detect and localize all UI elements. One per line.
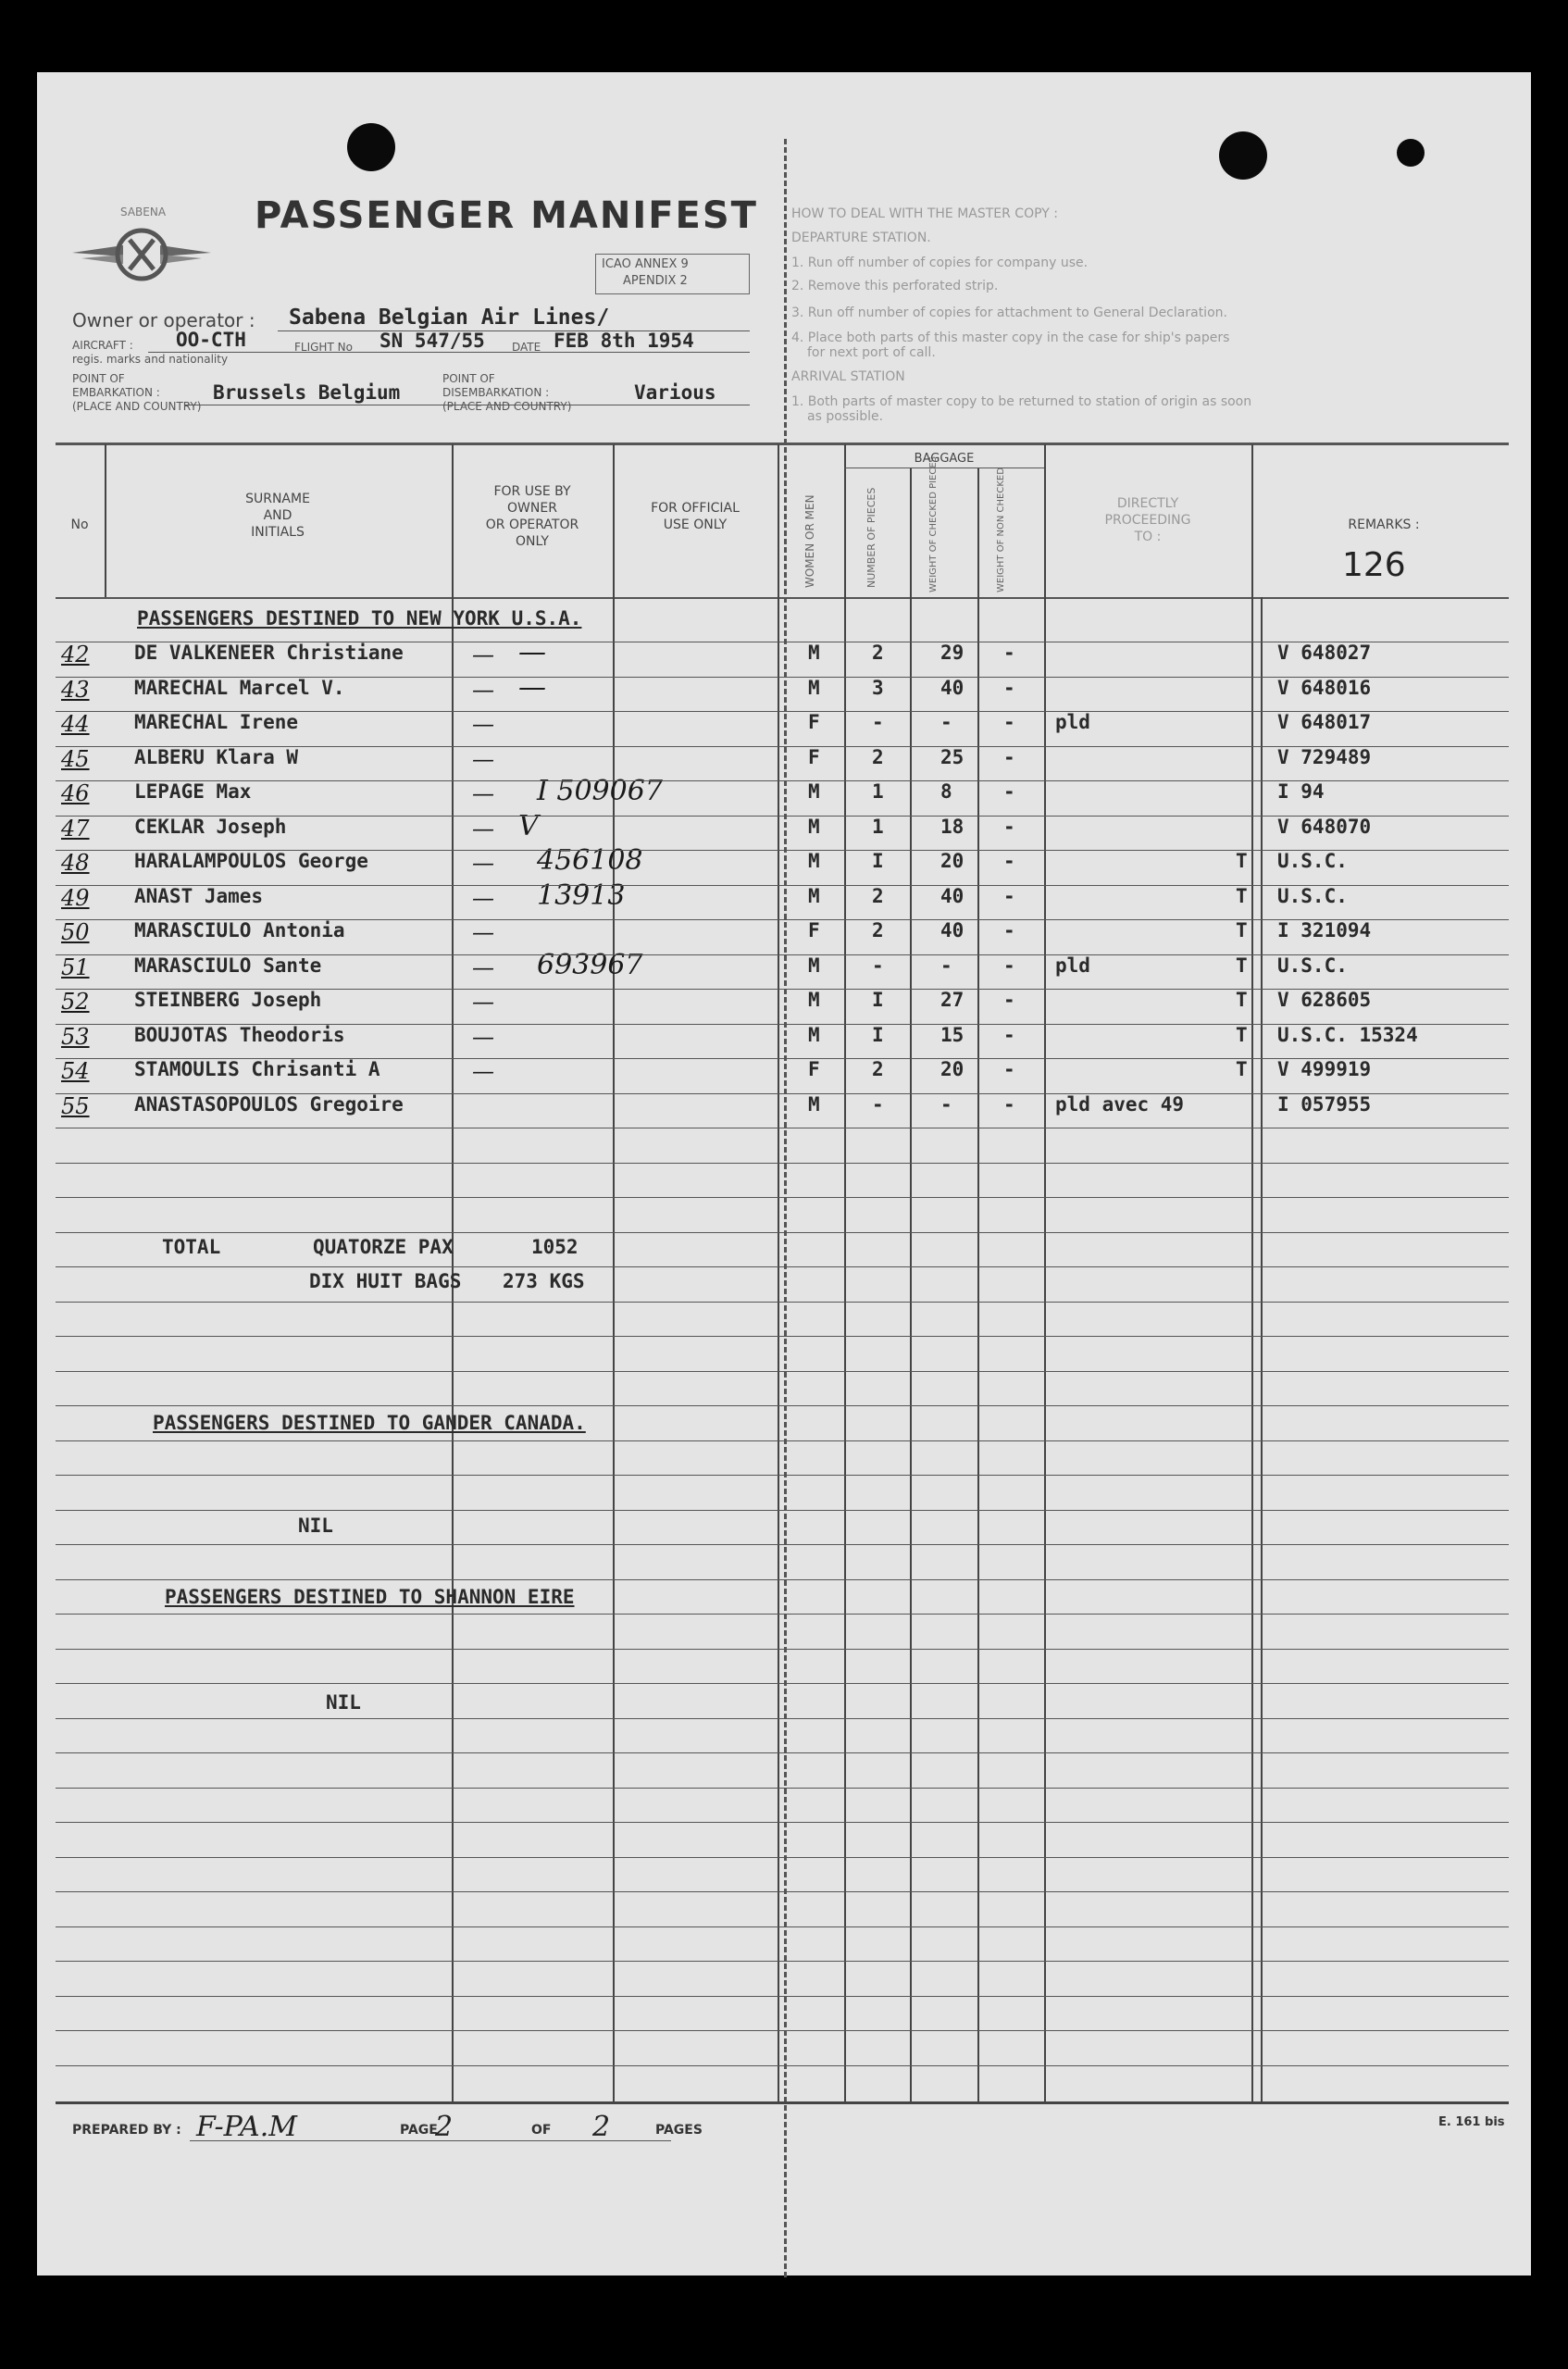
passenger-sex: M <box>808 642 820 664</box>
table-header-bottom <box>56 597 1509 599</box>
passenger-weight: 15 <box>940 1024 964 1046</box>
passenger-owner-use: — <box>472 780 494 806</box>
total-pax-weight: 1052 <box>531 1236 579 1258</box>
row-rule <box>56 1405 1509 1406</box>
passenger-transit: T <box>1236 1024 1248 1046</box>
row-rule <box>56 1232 1509 1233</box>
col-official-2: USE ONLY <box>663 517 728 532</box>
row-rule <box>56 1752 1509 1753</box>
passenger-directly: pld <box>1055 711 1090 733</box>
passenger-no: 44 <box>61 711 90 737</box>
page-stamp-number: 126 <box>1342 546 1406 584</box>
table-header-top <box>56 443 1509 445</box>
passenger-pieces: I <box>872 1024 884 1046</box>
passenger-owner-use: — <box>472 711 494 737</box>
embark-label1: POINT OF <box>72 372 125 385</box>
instr-departure: DEPARTURE STATION. <box>791 231 931 245</box>
disembark-sub: (PLACE AND COUNTRY) <box>442 400 572 413</box>
passenger-noncheck: - <box>1003 989 1015 1011</box>
passenger-noncheck: - <box>1003 711 1015 733</box>
passenger-noncheck: - <box>1003 919 1015 941</box>
passenger-owner-use: — <box>472 989 494 1015</box>
passenger-pieces: 2 <box>872 1058 884 1080</box>
row-rule <box>56 1996 1509 1997</box>
passenger-pieces: I <box>872 850 884 872</box>
col-bag-weight: WEIGHT OF CHECKED PIECES <box>928 455 939 592</box>
passenger-no: 45 <box>61 746 90 772</box>
col-line <box>1261 597 1263 2101</box>
passenger-weight: 40 <box>940 885 964 907</box>
row-rule <box>56 989 1509 990</box>
passenger-remarks: V 648070 <box>1277 816 1372 838</box>
row-rule <box>56 746 1509 747</box>
flight-underline <box>148 352 750 353</box>
aircraft-value: OO-CTH <box>176 329 246 351</box>
row-rule <box>56 816 1509 817</box>
passenger-name: ALBERU Klara W <box>134 746 299 768</box>
passenger-owner-use: — <box>472 954 494 980</box>
passenger-name: BOUJOTAS Theodoris <box>134 1024 345 1046</box>
passenger-sex: M <box>808 850 820 872</box>
passenger-name: ANAST James <box>134 885 264 907</box>
col-baggage: BAGGAGE <box>914 452 975 466</box>
passenger-sex: M <box>808 885 820 907</box>
col-surname-3: INITIALS <box>251 525 305 540</box>
row-rule <box>56 885 1509 886</box>
passenger-noncheck: - <box>1003 816 1015 838</box>
row-rule <box>56 677 1509 678</box>
instr-arrival: ARRIVAL STATION <box>791 369 905 384</box>
form-code: E. 161 bis <box>1438 2115 1505 2129</box>
passenger-sex: F <box>808 919 820 941</box>
row-rule <box>56 1336 1509 1337</box>
passenger-name: STEINBERG Joseph <box>134 989 322 1011</box>
row-rule <box>56 1822 1509 1823</box>
passenger-sex: M <box>808 1024 820 1046</box>
passenger-directly: pld avec 49 <box>1055 1093 1185 1116</box>
instr-step5b: as possible. <box>807 409 884 424</box>
passenger-no: 51 <box>61 954 90 980</box>
perforation-line <box>784 139 787 2277</box>
row-rule <box>56 919 1509 920</box>
col-surname-1: SURNAME <box>245 492 310 506</box>
passenger-no: 48 <box>61 850 90 876</box>
passenger-remarks: U.S.C. <box>1277 885 1348 907</box>
passenger-official: 693967 <box>537 949 643 981</box>
nil-gander: NIL <box>298 1515 333 1537</box>
passenger-noncheck: - <box>1003 885 1015 907</box>
passenger-pieces: 2 <box>872 919 884 941</box>
row-rule <box>56 1058 1509 1059</box>
date-label: DATE <box>512 341 541 354</box>
passenger-transit: T <box>1236 919 1248 941</box>
passenger-pieces: - <box>872 711 884 733</box>
row-rule <box>56 954 1509 955</box>
passenger-pieces: 1 <box>872 816 884 838</box>
passenger-weight: 25 <box>940 746 964 768</box>
passenger-official: I 509067 <box>537 775 663 807</box>
col-bag-number: NUMBER OF PIECES <box>865 487 877 588</box>
row-rule <box>56 1266 1509 1267</box>
passenger-weight: - <box>940 711 952 733</box>
row-rule <box>56 1614 1509 1615</box>
passenger-pieces: 2 <box>872 885 884 907</box>
passenger-transit: T <box>1236 885 1248 907</box>
punch-hole <box>1219 131 1267 180</box>
passenger-name: MARASCIULO Antonia <box>134 919 345 941</box>
col-sex: WOMEN OR MEN <box>803 494 816 588</box>
passenger-weight: 29 <box>940 642 964 664</box>
page-title: PASSENGER MANIFEST <box>255 194 758 237</box>
passenger-owner-use: — <box>472 746 494 772</box>
passenger-owner-use: — <box>472 677 494 703</box>
col-official-1: FOR OFFICIAL <box>651 501 740 516</box>
passenger-sex: F <box>808 746 820 768</box>
prepared-label: PREPARED BY : <box>72 2123 181 2138</box>
col-directly-3: TO : <box>1134 530 1162 544</box>
row-rule <box>56 1510 1509 1511</box>
passenger-pieces: I <box>872 989 884 1011</box>
passenger-noncheck: - <box>1003 677 1015 699</box>
passenger-remarks: V 729489 <box>1277 746 1372 768</box>
row-rule <box>56 1024 1509 1025</box>
col-directly-1: DIRECTLY <box>1116 496 1179 511</box>
row-rule <box>56 1683 1509 1684</box>
passenger-sex: M <box>808 954 820 977</box>
passenger-owner-use: — <box>472 885 494 911</box>
section-new-york: PASSENGERS DESTINED TO NEW YORK U.S.A. <box>137 607 582 630</box>
total-label: TOTAL <box>162 1236 221 1258</box>
page-label: PAGE <box>400 2123 438 2138</box>
passenger-pieces: 3 <box>872 677 884 699</box>
passenger-remarks: I 057955 <box>1277 1093 1372 1116</box>
logo-text: SABENA <box>120 206 167 218</box>
passenger-remarks: U.S.C. 15324 <box>1277 1024 1418 1046</box>
passenger-noncheck: - <box>1003 780 1015 803</box>
row-rule <box>56 1440 1509 1441</box>
passenger-remarks: V 648016 <box>1277 677 1372 699</box>
instr-step5a: 1. Both parts of master copy to be returned to station of origin as soon <box>791 394 1252 409</box>
passenger-no: 49 <box>61 885 90 911</box>
instr-heading: HOW TO DEAL WITH THE MASTER COPY : <box>791 206 1058 221</box>
passenger-sex: M <box>808 677 820 699</box>
col-owner-use <box>454 483 611 550</box>
passenger-official: — <box>518 636 546 668</box>
passenger-no: 47 <box>61 816 90 842</box>
total-bags: DIX HUIT BAGS <box>309 1270 462 1292</box>
passenger-name: MARECHAL Irene <box>134 711 299 733</box>
passenger-remarks: V 628605 <box>1277 989 1372 1011</box>
passenger-official: V <box>518 810 539 842</box>
passenger-no: 42 <box>61 642 90 667</box>
col-owner-2: OWNER <box>507 501 557 516</box>
col-line <box>778 444 779 2101</box>
col-surname-2: AND <box>263 508 292 523</box>
col-official-use <box>615 500 776 533</box>
disembark-value: Various <box>634 381 716 404</box>
passenger-remarks: I 94 <box>1277 780 1325 803</box>
passenger-transit: T <box>1236 1058 1248 1080</box>
passenger-remarks: V 648027 <box>1277 642 1372 664</box>
total-pax: QUATORZE PAX <box>313 1236 454 1258</box>
passenger-weight: 40 <box>940 677 964 699</box>
nil-shannon: NIL <box>326 1691 361 1714</box>
row-rule <box>56 711 1509 712</box>
passenger-no: 52 <box>61 989 90 1015</box>
row-rule <box>56 1649 1509 1650</box>
icao-line1: ICAO ANNEX 9 <box>602 257 689 271</box>
passenger-remarks: U.S.C. <box>1277 954 1348 977</box>
passenger-official: — <box>518 671 546 704</box>
passenger-transit: T <box>1236 989 1248 1011</box>
row-rule <box>56 2065 1509 2066</box>
passenger-transit: T <box>1236 954 1248 977</box>
disembark-label1: POINT OF <box>442 372 495 385</box>
col-owner-3: OR OPERATOR <box>485 517 579 532</box>
passenger-official: 13913 <box>537 879 626 912</box>
row-rule <box>56 1302 1509 1303</box>
passenger-noncheck: - <box>1003 746 1015 768</box>
row-rule <box>56 780 1509 781</box>
prepared-value: F-PA.M <box>196 2111 297 2143</box>
punch-hole <box>347 123 395 171</box>
passenger-weight: - <box>940 1093 952 1116</box>
instr-step1: 1. Run off number of copies for company use. <box>791 256 1089 270</box>
passenger-noncheck: - <box>1003 850 1015 872</box>
passenger-name: CEKLAR Joseph <box>134 816 287 838</box>
col-owner-4: ONLY <box>516 534 549 549</box>
passenger-pieces: 2 <box>872 746 884 768</box>
instr-step4b: for next port of call. <box>807 345 936 360</box>
passenger-official: 456108 <box>537 844 643 877</box>
footer-rule <box>56 2101 1509 2104</box>
passenger-name: MARASCIULO Sante <box>134 954 322 977</box>
row-rule <box>56 1788 1509 1789</box>
of-value: 2 <box>592 2111 611 2143</box>
col-remarks: REMARKS : <box>1348 517 1420 532</box>
section-shannon: PASSENGERS DESTINED TO SHANNON EIRE <box>165 1586 575 1608</box>
punch-hole <box>1397 139 1425 167</box>
passenger-sex: M <box>808 1093 820 1116</box>
flight-label: FLIGHT No <box>294 341 353 354</box>
passenger-remarks: V 499919 <box>1277 1058 1372 1080</box>
owner-label: Owner or operator : <box>72 309 255 331</box>
passenger-no: 55 <box>61 1093 90 1119</box>
passenger-name: STAMOULIS Chrisanti A <box>134 1058 380 1080</box>
passenger-noncheck: - <box>1003 1058 1015 1080</box>
col-line <box>1044 444 1046 2101</box>
passenger-name: LEPAGE Max <box>134 780 252 803</box>
instr-step3: 3. Run off number of copies for attachment to General Declaration. <box>791 305 1227 320</box>
passenger-owner-use: — <box>472 1058 494 1084</box>
passenger-no: 43 <box>61 677 90 703</box>
passenger-no: 46 <box>61 780 90 806</box>
passenger-weight: 8 <box>940 780 952 803</box>
icao-line2: APENDIX 2 <box>623 274 688 288</box>
row-rule <box>56 1891 1509 1892</box>
passenger-owner-use: — <box>472 642 494 667</box>
total-bags-weight: 273 KGS <box>503 1270 585 1292</box>
row-rule <box>56 1544 1509 1545</box>
pages-label: PAGES <box>655 2123 703 2138</box>
col-line <box>1251 444 1253 2101</box>
row-rule <box>56 2030 1509 2031</box>
row-rule <box>56 1579 1509 1580</box>
passenger-name: MARECHAL Marcel V. <box>134 677 345 699</box>
passenger-owner-use: — <box>472 850 494 876</box>
embark-value: Brussels Belgium <box>213 381 401 404</box>
passenger-noncheck: - <box>1003 642 1015 664</box>
passenger-sex: M <box>808 816 820 838</box>
passenger-name: HARALAMPOULOS George <box>134 850 368 872</box>
row-rule <box>56 1163 1509 1164</box>
passenger-noncheck: - <box>1003 1093 1015 1116</box>
passenger-name: ANASTASOPOULOS Gregoire <box>134 1093 404 1116</box>
section-gander: PASSENGERS DESTINED TO GANDER CANADA. <box>153 1412 586 1434</box>
passenger-sex: M <box>808 989 820 1011</box>
passenger-remarks: U.S.C. <box>1277 850 1348 872</box>
row-rule <box>56 1857 1509 1858</box>
instr-step2: 2. Remove this perforated strip. <box>791 279 999 293</box>
embark-sub: (PLACE AND COUNTRY) <box>72 400 202 413</box>
passenger-name: DE VALKENEER Christiane <box>134 642 404 664</box>
passenger-pieces: 1 <box>872 780 884 803</box>
passenger-remarks: I 321094 <box>1277 919 1372 941</box>
row-rule <box>56 1197 1509 1198</box>
passenger-weight: 18 <box>940 816 964 838</box>
aircraft-sub: regis. marks and nationality <box>72 353 229 366</box>
passenger-sex: F <box>808 711 820 733</box>
disembark-label2: DISEMBARKATION : <box>442 386 550 399</box>
passenger-owner-use: — <box>472 919 494 945</box>
passenger-pieces: - <box>872 1093 884 1116</box>
passenger-sex: M <box>808 780 820 803</box>
row-rule <box>56 1718 1509 1719</box>
passenger-weight: 20 <box>940 1058 964 1080</box>
passenger-weight: 20 <box>940 850 964 872</box>
passenger-pieces: 2 <box>872 642 884 664</box>
passenger-noncheck: - <box>1003 1024 1015 1046</box>
embark-label2: EMBARKATION : <box>72 386 160 399</box>
passenger-no: 54 <box>61 1058 90 1084</box>
owner-value: Sabena Belgian Air Lines/ <box>289 305 610 330</box>
row-rule <box>56 1961 1509 1962</box>
aircraft-label: AIRCRAFT : <box>72 339 133 352</box>
row-rule <box>56 1093 1509 1094</box>
row-rule <box>56 1926 1509 1927</box>
passenger-remarks: V 648017 <box>1277 711 1372 733</box>
passenger-weight: - <box>940 954 952 977</box>
passenger-sex: F <box>808 1058 820 1080</box>
col-owner-1: FOR USE BY <box>493 484 571 499</box>
col-bag-weight2: WEIGHT OF NON CHECKED <box>996 468 1006 592</box>
passenger-owner-use: — <box>472 1024 494 1050</box>
instr-step4a: 4. Place both parts of this master copy in the case for ship's papers <box>791 330 1230 345</box>
passenger-weight: 40 <box>940 919 964 941</box>
col-no: No <box>70 517 89 532</box>
row-rule <box>56 850 1509 851</box>
passenger-no: 50 <box>61 919 90 945</box>
page-value: 2 <box>435 2111 454 2143</box>
col-directly <box>1046 495 1250 545</box>
col-line <box>844 444 846 2101</box>
passenger-weight: 27 <box>940 989 964 1011</box>
passenger-noncheck: - <box>1003 954 1015 977</box>
col-surname <box>106 491 449 541</box>
passenger-directly: pld <box>1055 954 1090 977</box>
passenger-transit: T <box>1236 850 1248 872</box>
passenger-owner-use: — <box>472 816 494 842</box>
col-line <box>613 444 615 2101</box>
row-rule <box>56 1475 1509 1476</box>
date-value: FEB 8th 1954 <box>554 330 694 352</box>
passenger-pieces: - <box>872 954 884 977</box>
prepared-underline <box>190 2140 671 2141</box>
row-rule <box>56 1371 1509 1372</box>
passenger-no: 53 <box>61 1024 90 1050</box>
of-label: OF <box>531 2123 552 2138</box>
flight-value: SN 547/55 <box>380 330 485 352</box>
col-directly-2: PROCEEDING <box>1104 513 1191 528</box>
